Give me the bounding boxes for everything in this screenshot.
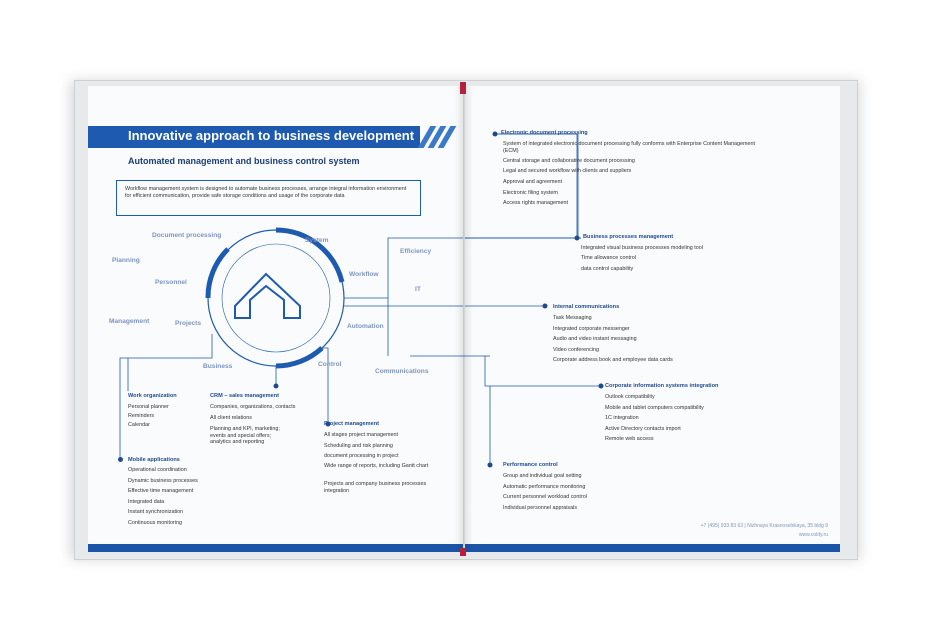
list-item: Central storage and collaborative document processing [503, 158, 635, 164]
section-title-mobile-applications: Mobile applications [128, 457, 180, 463]
list-item: document processing in project [324, 453, 399, 459]
list-item: Video conferencing [553, 347, 600, 353]
section-title-business-processes-management: Business processes management [583, 234, 674, 240]
branch-label: Efficiency [400, 248, 432, 255]
logo-icon [235, 274, 300, 318]
page-title: Innovative approach to business development [128, 128, 415, 143]
ring-label: Automation [347, 323, 384, 330]
list-item: Access rights management [503, 200, 569, 206]
list-item: System of integrated electronic document processing fully conforms with Enterprise Content Management (ECM) [503, 141, 755, 154]
list-item: Personal planner [128, 404, 169, 410]
list-item: Audio and video instant messaging [553, 336, 637, 342]
branch-label: Communications [375, 368, 429, 375]
list-item: data control capability [581, 266, 634, 272]
list-item: Remote web access [605, 436, 654, 442]
list-item: Reminders [128, 413, 155, 419]
ring-label: Personnel [155, 279, 187, 286]
section-title-electronic-document-processing: Electronic document processing [501, 130, 588, 136]
left-page [88, 86, 464, 552]
list-item: Legal and secured workflow with clients and suppliers [503, 168, 632, 174]
section-title-crm: CRM – sales management [210, 393, 280, 399]
list-item: Calendar [128, 422, 150, 428]
list-item: Integrated data [128, 499, 165, 505]
list-item: Instant synchronization [128, 509, 184, 515]
section-title-work-organization: Work organization [128, 393, 177, 399]
bookmark-ribbon [460, 82, 466, 94]
list-item: Active Directory contacts import [605, 426, 681, 432]
bottom-bar [88, 544, 463, 552]
list-item: All client relations [210, 415, 252, 421]
footer-website: www.coldy.ru [798, 532, 828, 538]
book-gutter [455, 86, 473, 552]
list-item: Individual personnel appraisals [503, 505, 578, 511]
branch-label: IT [415, 286, 421, 293]
list-item: Approval and agreement [503, 179, 563, 185]
ring-label: Management [109, 318, 150, 325]
list-item: Time allowance control [581, 255, 636, 261]
ring-label: System [305, 237, 329, 244]
intro-box: Workflow management system is designed to automate business processes, arrange integral information environment for efficient communication, provide safe storage conditions and usage of the corporate data [116, 180, 421, 216]
list-item: Task Messaging [553, 315, 592, 321]
list-item: Integrated corporate messenger [553, 326, 630, 332]
ring-label: Business [203, 363, 233, 370]
list-item: Group and individual goal setting [503, 473, 582, 479]
bookmark-ribbon [460, 548, 466, 556]
list-item: Current personnel workload control [503, 494, 587, 500]
list-item: Mobile and tablet computers compatibility [605, 405, 704, 411]
ring-label: Control [318, 361, 342, 368]
list-item: Projects and company business processes integration [324, 481, 427, 494]
inner-ring [222, 244, 330, 352]
list-item: Outlook compatibility [605, 394, 655, 400]
list-item: Automatic performance monitoring [503, 484, 586, 490]
list-item: Planning and KPI, marketing; events and special offers; analytics and reporting [210, 426, 280, 445]
section-title-internal-communications: Internal communications [553, 304, 620, 310]
section-title-corporate-information-systems-integration: Corporate information systems integration [605, 383, 719, 389]
ring-label: Planning [112, 257, 140, 264]
list-item: Effective time management [128, 488, 194, 494]
bottom-bar [465, 544, 840, 552]
list-item: Operational coordination [128, 467, 187, 473]
ring-arc-bottom [276, 348, 322, 366]
ring-arc-left [208, 249, 228, 298]
list-item: Scheduling and risk planning [324, 443, 393, 449]
list-item: Dynamic business processes [128, 478, 198, 484]
list-item: Integrated visual business processes modeling tool [581, 245, 703, 251]
ring-label: Projects [175, 320, 202, 327]
right-diagram [465, 86, 840, 552]
section-title-performance-control: Performance control [503, 462, 558, 468]
list-item: Electronic filing system [503, 190, 558, 196]
list-item: Wide range of reports, including Gantt chart [324, 463, 429, 469]
list-item: 1C integration [605, 415, 639, 421]
ring-label: Workflow [349, 271, 379, 278]
list-item: Companies, organizations, contacts [210, 404, 296, 410]
ring-label: Document processing [152, 232, 222, 239]
list-item: All stages project management [324, 432, 399, 438]
page-subtitle: Automated management and business control system [128, 156, 360, 166]
list-item: Corporate address book and employee data cards [553, 357, 673, 363]
footer-contact: +7 (495) 933 83 63 | Nizhnaya Krasnoselskaya, 35 bldg 9 [700, 523, 828, 529]
list-item: Continuous monitoring [128, 520, 182, 526]
bullet-dot [118, 457, 123, 462]
section-title-project-management: Project management [324, 421, 380, 427]
